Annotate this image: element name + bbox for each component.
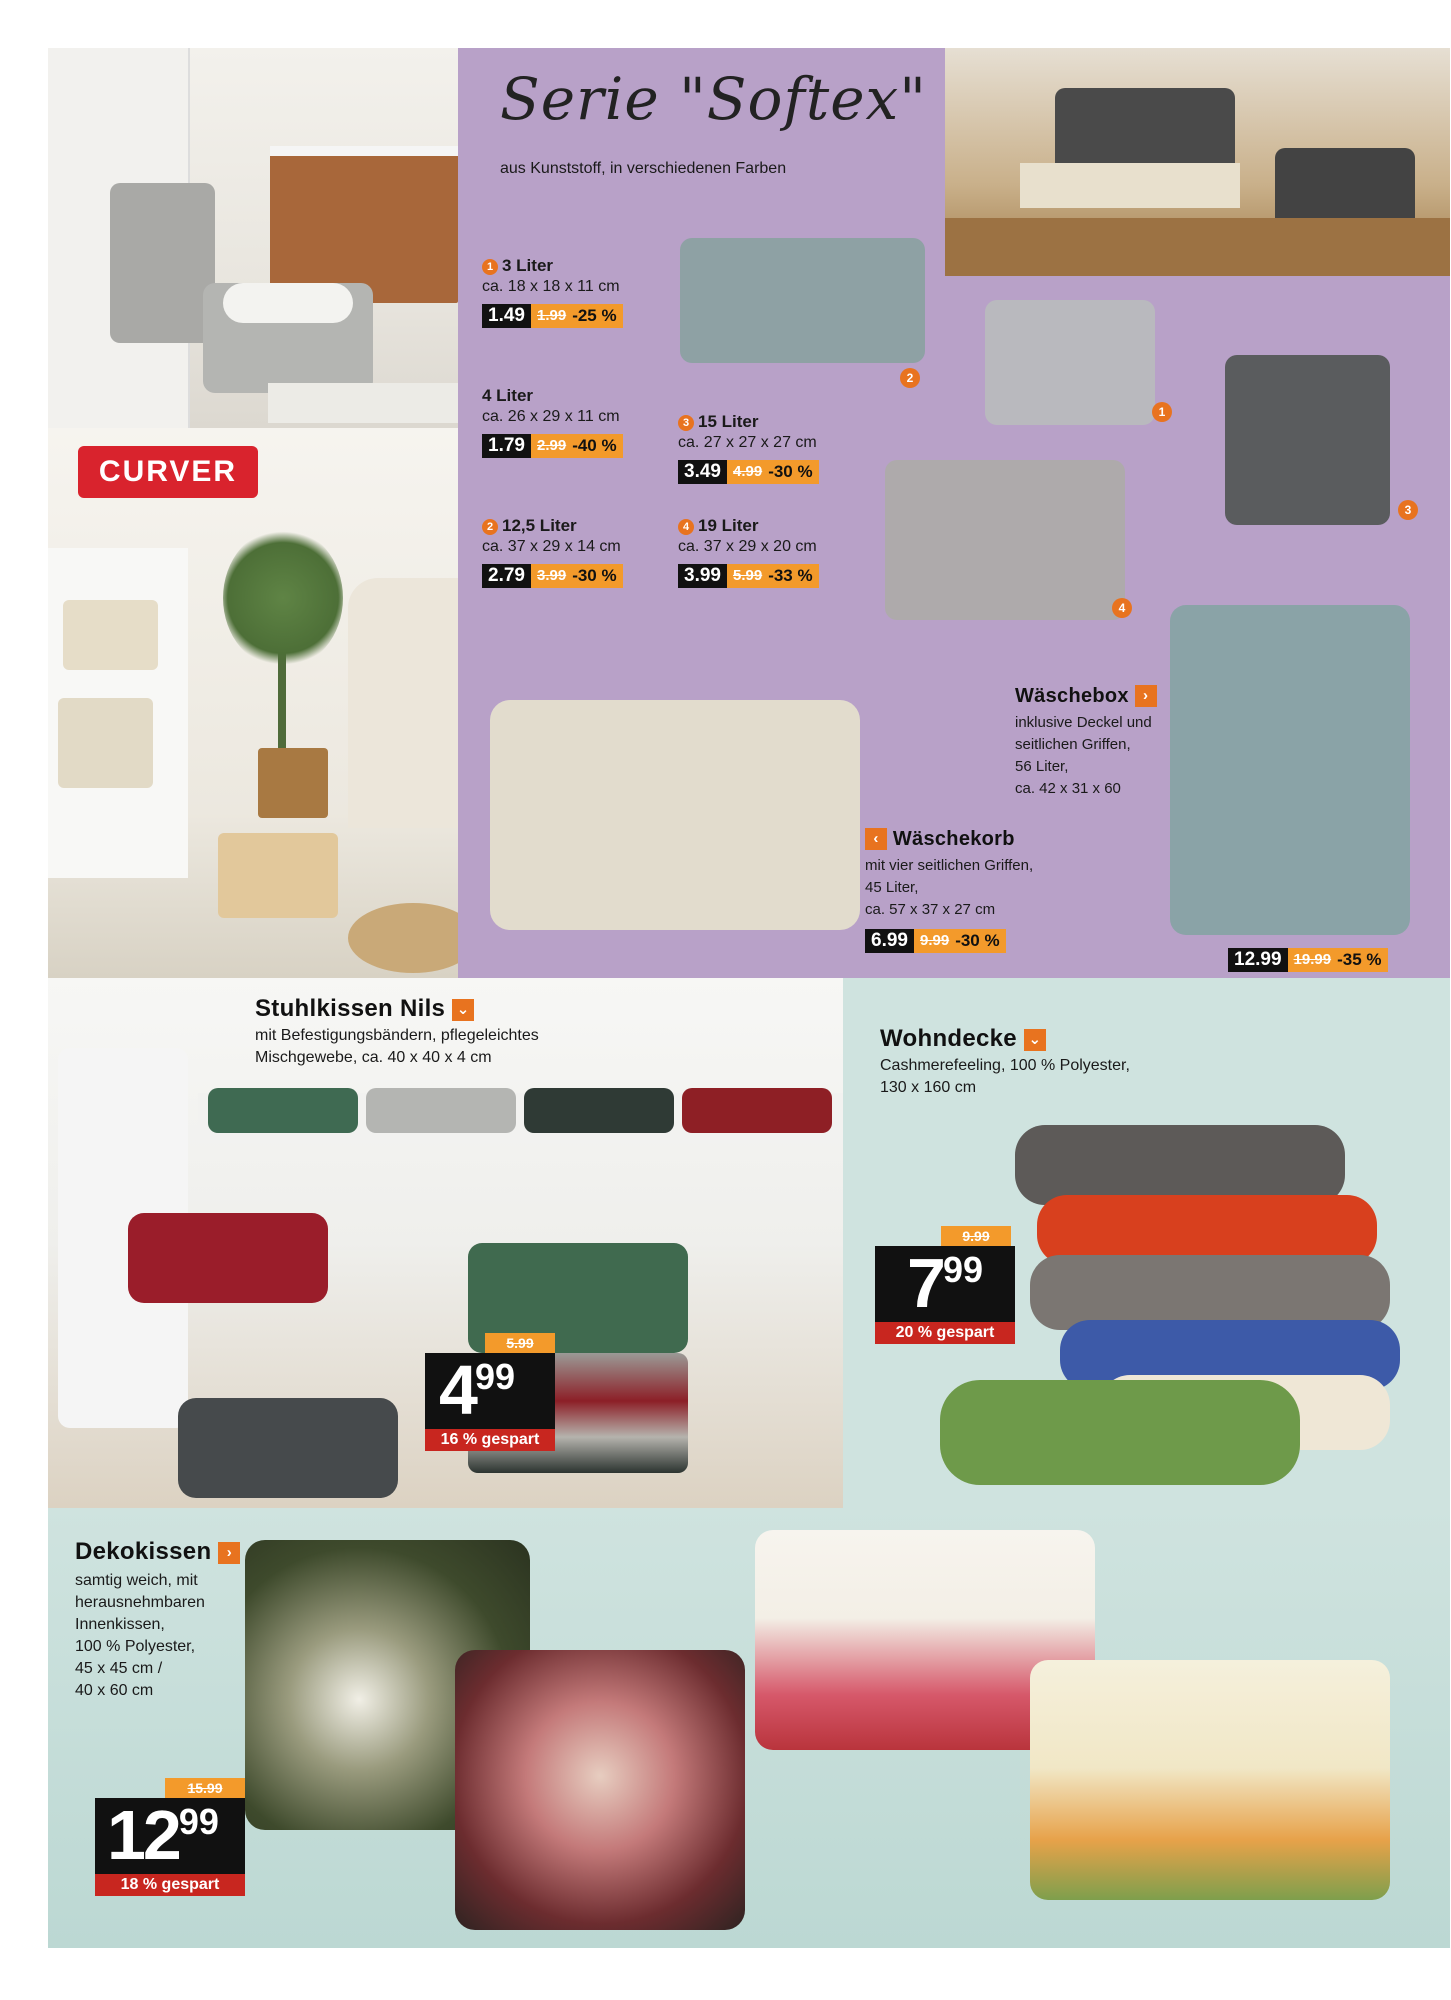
- item-15-liter: [678, 412, 848, 484]
- table-photo: [945, 48, 1450, 276]
- item-4-liter: [482, 386, 652, 458]
- bathroom-photo: [48, 48, 458, 428]
- badge-2: 2: [900, 368, 920, 388]
- chevron-left-icon: ‹: [865, 828, 887, 850]
- number-badge: 2: [482, 519, 498, 535]
- chevron-right-icon: ›: [218, 1542, 240, 1564]
- old-price: 5.99: [485, 1333, 555, 1353]
- basket-image-3: [1225, 355, 1390, 525]
- stuhlkissen-info: Stuhlkissen Nils ⌄ mit Befestigungsbändern, pflegeleichtes Mischgewebe, ca. 40 x 40 x 4 cm: [255, 995, 539, 1066]
- badge-3: 3: [1398, 500, 1418, 520]
- chevron-right-icon: ›: [1135, 685, 1157, 707]
- item-size: ca. 18 x 18 x 11 cm: [482, 278, 620, 295]
- waeschekorb-info: ‹ Wäschekorb mit vier seitlichen Griffen, 45 Liter, ca. 57 x 37 x 27 cm 6.99 9.99 -30 %: [865, 828, 1065, 953]
- old-price: 9.99: [941, 1226, 1011, 1246]
- laundry-basket-image: [490, 700, 860, 930]
- laundry-box-image: [1170, 605, 1410, 935]
- curver-logo: CURVER: [78, 446, 258, 498]
- badge-1: 1: [1152, 402, 1172, 422]
- old-price: 15.99: [165, 1778, 245, 1798]
- pillow-image-floral-pink: [455, 1650, 745, 1930]
- item-name: 19 Liter: [698, 516, 759, 535]
- chevron-down-icon: ⌄: [1024, 1029, 1046, 1051]
- price-whole: 4: [439, 1351, 475, 1429]
- wohndecke-title: Wohndecke: [880, 1025, 1017, 1052]
- item-name: 3 Liter: [502, 256, 554, 275]
- softex-title: Serie "Softex": [500, 65, 927, 133]
- waeschebox-title: Wäschebox: [1015, 685, 1129, 707]
- stuhlkissen-title: Stuhlkissen Nils: [255, 995, 446, 1022]
- dekokissen-price: [95, 1778, 245, 1896]
- basket-image-1: [985, 300, 1155, 425]
- dekokissen-title: Dekokissen: [75, 1538, 212, 1565]
- savings-label: 20 % gespart: [875, 1322, 1015, 1344]
- item-3-liter: [482, 256, 652, 328]
- chevron-down-icon: ⌄: [452, 999, 474, 1021]
- number-badge: 4: [678, 519, 694, 535]
- number-badge: 3: [678, 415, 694, 431]
- price-cents: 99: [474, 1356, 515, 1397]
- price-whole: 7: [907, 1244, 943, 1322]
- number-badge: 1: [482, 259, 498, 275]
- savings-label: 18 % gespart: [95, 1874, 245, 1896]
- item-size: ca. 37 x 29 x 20 cm: [678, 538, 817, 555]
- waeschebox-info: Wäschebox › inklusive Deckel und seitlichen Griffen, 56 Liter, ca. 42 x 31 x 60: [1015, 685, 1175, 800]
- stuhlkissen-price: [425, 1333, 555, 1451]
- item-12-5-liter: [482, 516, 652, 588]
- price-cents: 99: [178, 1801, 219, 1842]
- item-name: 12,5 Liter: [502, 516, 577, 535]
- pillow-image-wildflowers-cream: [1030, 1660, 1390, 1900]
- badge-4: 4: [1112, 598, 1132, 618]
- waeschebox-price: 12.99 19.99 -35 %: [1228, 948, 1388, 972]
- dekokissen-info: Dekokissen › samtig weich, mit herausnehmbaren Innenkissen, 100 % Polyester, 45 x 45 cm / 40 x 60 cm: [75, 1538, 255, 1702]
- item-name: 15 Liter: [698, 412, 759, 431]
- softex-subtitle: aus Kunststoff, in verschiedenen Farben: [500, 160, 787, 177]
- waeschekorb-price: 6.99 9.99 -30 %: [865, 929, 1065, 953]
- price-cents: 99: [942, 1249, 983, 1290]
- price-tag: 3.99 5.99 -33 %: [678, 564, 848, 588]
- item-size: ca. 27 x 27 x 27 cm: [678, 434, 817, 451]
- price-tag: 1.79 2.99 -40 %: [482, 434, 652, 458]
- savings-label: 16 % gespart: [425, 1429, 555, 1451]
- basket-image-2: [680, 238, 925, 363]
- price-tag: 3.49 4.99 -30 %: [678, 460, 848, 484]
- waeschekorb-title: Wäschekorb: [892, 828, 1015, 850]
- price-whole: 12: [107, 1796, 179, 1874]
- wohndecke-info: Wohndecke ⌄ Cashmerefeeling, 100 % Polyester, 130 x 160 cm: [880, 1025, 1130, 1096]
- wohndecke-price: [875, 1226, 1015, 1344]
- price-tag: 1.49 1.99 -25 %: [482, 304, 652, 328]
- item-size: ca. 26 x 29 x 11 cm: [482, 408, 620, 425]
- item-name: 4 Liter: [482, 386, 534, 405]
- blanket-stack-image: [1015, 1125, 1395, 1485]
- basket-image-4: [885, 460, 1125, 620]
- item-size: ca. 37 x 29 x 14 cm: [482, 538, 621, 555]
- price-tag: 2.79 3.99 -30 %: [482, 564, 652, 588]
- living-room-photo: [48, 428, 458, 978]
- item-19-liter: [678, 516, 848, 588]
